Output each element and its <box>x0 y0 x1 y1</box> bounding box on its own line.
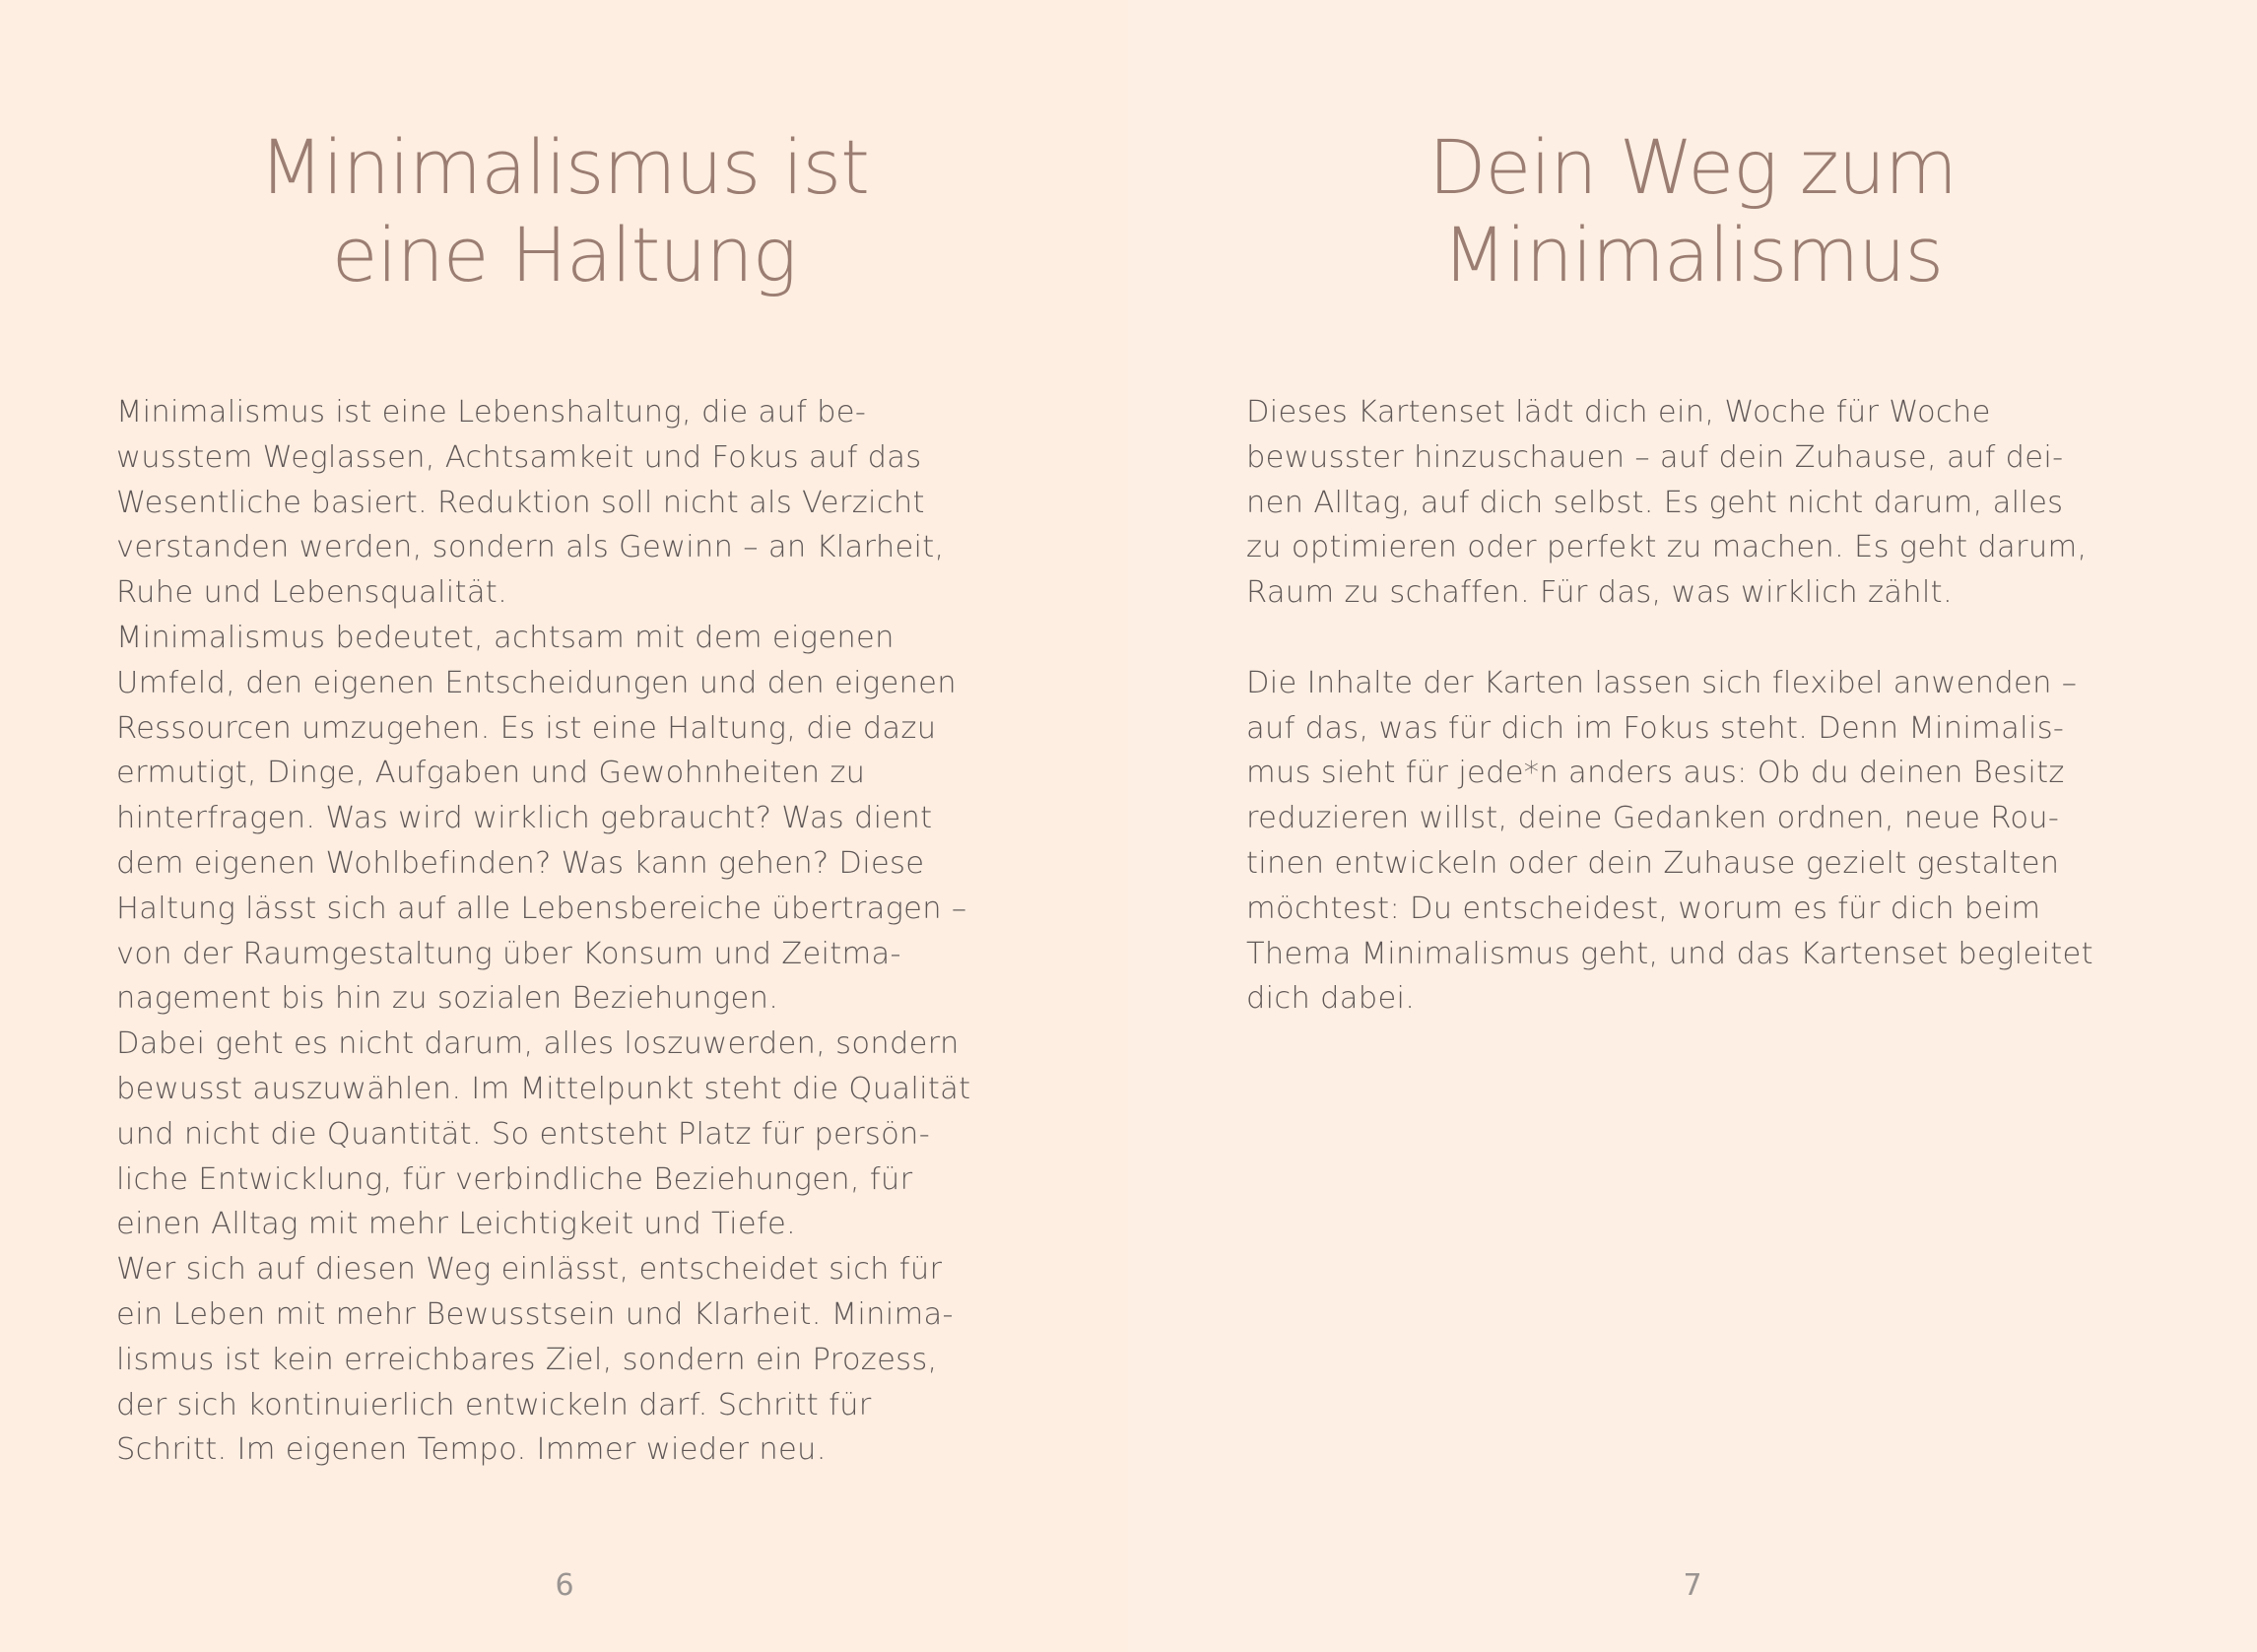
text-line: dem eigenen Wohlbefinden? Was kann gehen? Diese <box>116 845 925 881</box>
text-line: ermutigt, Dinge, Aufgaben und Gewohnheiten zu <box>116 756 866 791</box>
text-line: Haltung lässt sich auf alle Lebensbereiche übertragen – <box>116 891 967 926</box>
text-line: bewusst auszuwählen. Im Mittelpunkt steht die Qualität <box>116 1071 971 1106</box>
text-line: einen Alltag mit mehr Leichtigkeit und Tiefe. <box>116 1207 797 1242</box>
text-line: Minimalismus bedeutet, achtsam mit dem eigenen <box>116 620 895 655</box>
text-line: Dabei geht es nicht darum, alles loszuwerden, sondern <box>116 1026 960 1062</box>
text-line: lismus ist kein erreichbares Ziel, sondern ein Prozess, <box>116 1342 938 1377</box>
text-line: auf das, was für dich im Fokus steht. Denn Minimalis- <box>1246 710 2065 746</box>
text-line: Ruhe und Lebensqualität. <box>116 575 508 611</box>
text-line: wusstem Weglassen, Achtsamkeit und Fokus auf das <box>116 439 922 475</box>
text-line <box>1246 616 2093 661</box>
title-line: Minimalismus ist <box>259 123 869 211</box>
text-line: von der Raumgestaltung über Konsum und Zeitma- <box>116 936 901 971</box>
text-line: Wesentliche basiert. Reduktion soll nicht als Verzicht <box>116 485 925 520</box>
page-title <box>1128 123 2257 298</box>
text-line: Umfeld, den eigenen Entscheidungen und den eigenen <box>116 665 957 700</box>
text-line: Wer sich auf diesen Weg einlässt, entscheidet sich für <box>116 1252 943 1288</box>
left-page <box>0 0 1128 1652</box>
text-line: zu optimieren oder perfekt zu machen. Es geht darum, <box>1246 530 2088 565</box>
body-text <box>116 390 970 1473</box>
text-line: reduzieren willst, deine Gedanken ordnen, neue Rou- <box>1246 801 2060 836</box>
text-line: dich dabei. <box>1246 981 1416 1017</box>
text-line: nagement bis hin zu sozialen Beziehungen. <box>116 981 779 1017</box>
text-line: mus sieht für jede*n anders aus: Ob du deinen Besitz <box>1246 756 2065 791</box>
text-line: verstanden werden, sondern als Gewinn – an Klarheit, <box>116 530 945 565</box>
body-text <box>1246 390 2093 1022</box>
page-number: 6 <box>555 1568 574 1603</box>
text-line: und nicht die Quantität. So entsteht Platz für persön- <box>116 1116 930 1152</box>
page-title <box>0 123 1128 298</box>
text-line: ein Leben mit mehr Bewusstsein und Klarheit. Minima- <box>116 1296 954 1332</box>
text-line: tinen entwickeln oder dein Zuhause gezielt gestalten <box>1246 845 2060 881</box>
text-line: liche Entwicklung, für verbindliche Beziehungen, für <box>116 1161 913 1197</box>
right-page <box>1128 0 2257 1652</box>
text-line: der sich kontinuierlich entwickeln darf. Schritt für <box>116 1387 872 1422</box>
text-line: hinterfragen. Was wird wirklich gebraucht? Was dient <box>116 801 933 836</box>
text-line: Minimalismus ist eine Lebenshaltung, die auf be- <box>116 395 867 430</box>
text-line: Dieses Kartenset lädt dich ein, Woche für Woche <box>1246 395 1991 430</box>
title-line: Dein Weg zum <box>1427 123 1958 211</box>
page-number: 7 <box>1683 1568 1702 1603</box>
text-line: Raum zu schaffen. Für das, was wirklich zählt. <box>1246 575 1953 611</box>
title-line: Minimalismus <box>1441 211 1944 298</box>
text-line: möchtest: Du entscheidest, worum es für dich beim <box>1246 891 2041 926</box>
text-line: nen Alltag, auf dich selbst. Es geht nicht darum, alles <box>1246 485 2064 520</box>
text-line: Ressourcen umzugehen. Es ist eine Haltung, die dazu <box>116 710 937 746</box>
text-line: bewusster hinzuschauen – auf dein Zuhause, auf dei- <box>1246 439 2064 475</box>
text-line: Schritt. Im eigenen Tempo. Immer wieder neu. <box>116 1432 827 1468</box>
text-line: Thema Minimalismus geht, und das Kartenset begleitet <box>1246 936 2093 971</box>
text-line: Die Inhalte der Karten lassen sich flexibel anwenden – <box>1246 665 2078 700</box>
title-line: eine Haltung <box>331 211 797 298</box>
